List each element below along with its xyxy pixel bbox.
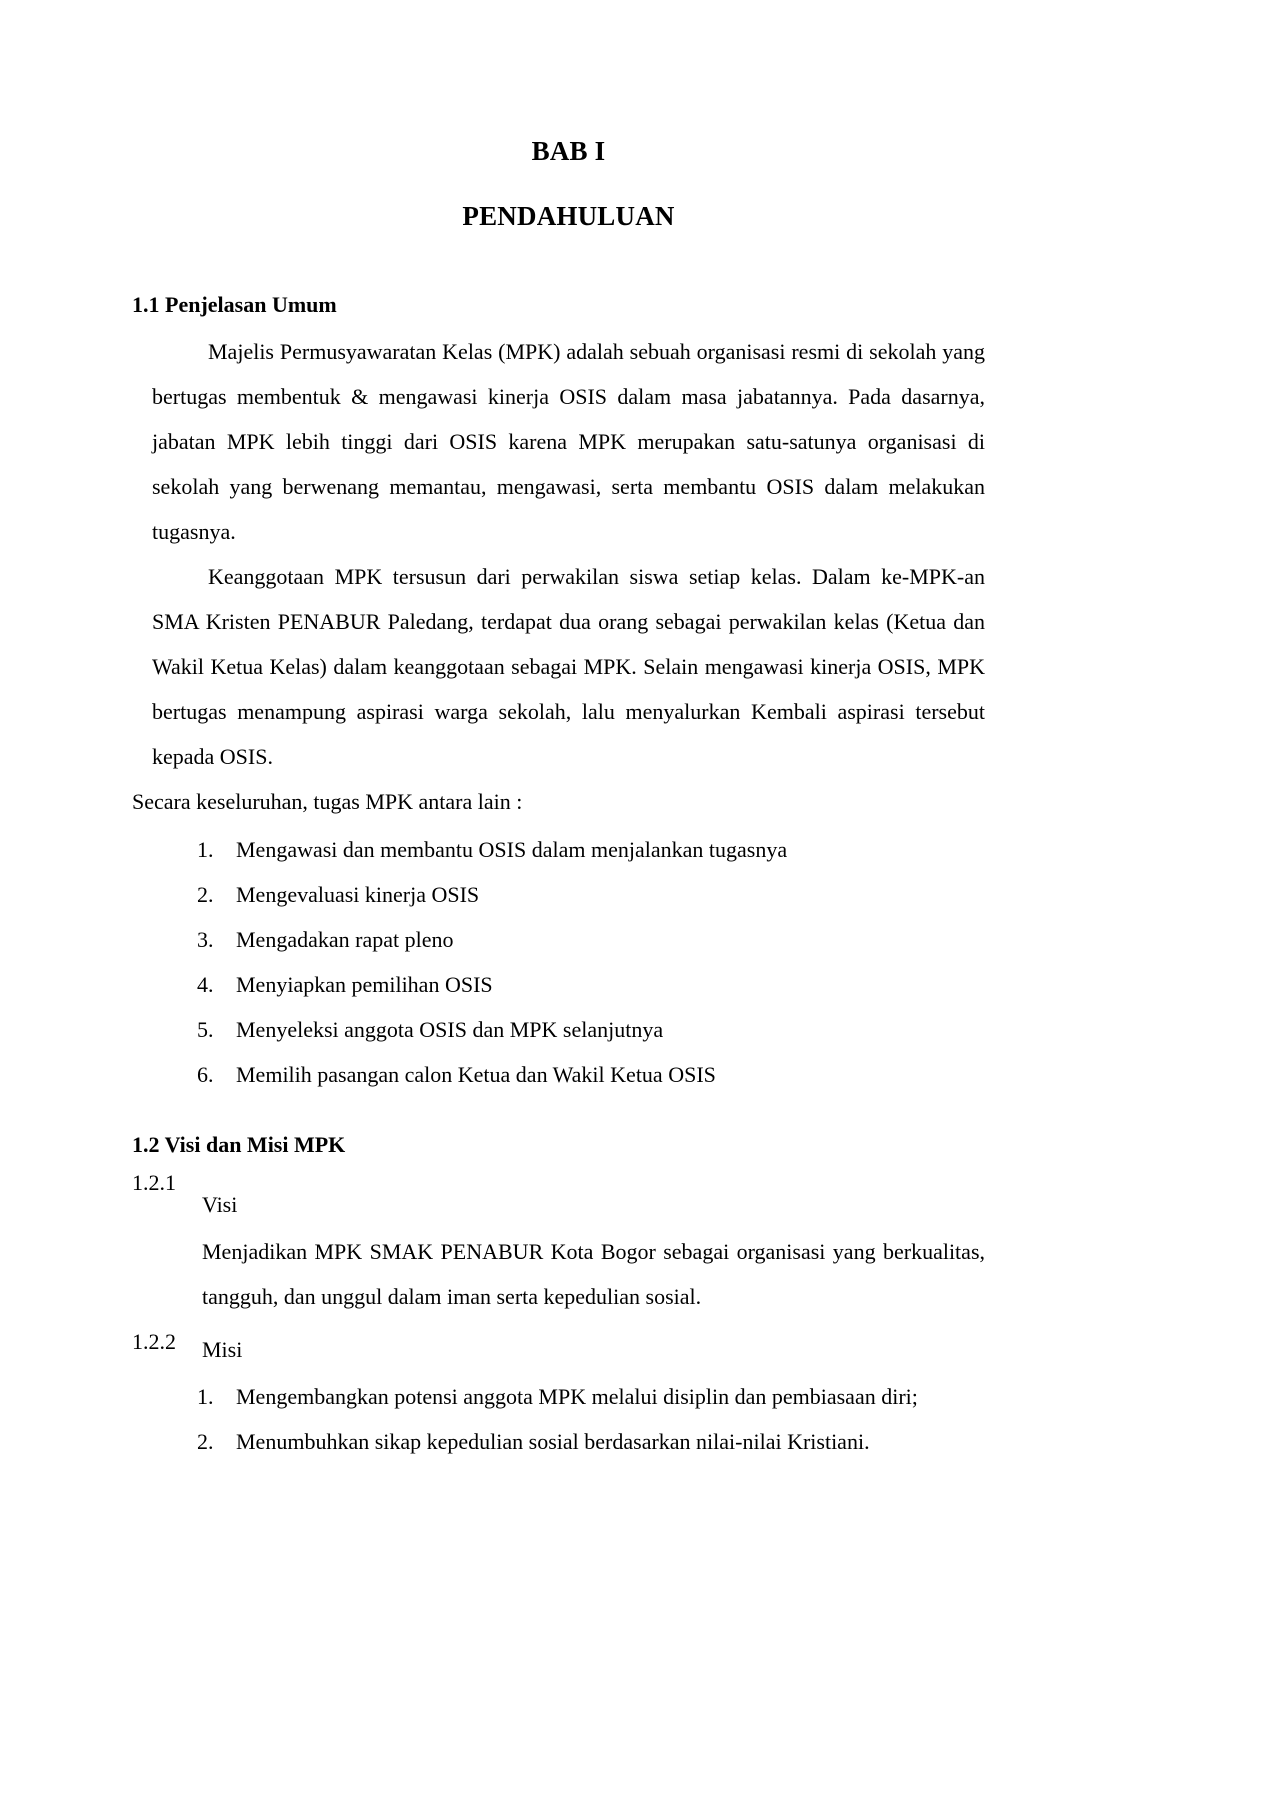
list-item-text: Mengawasi dan membantu OSIS dalam menjalankan tugasnya <box>236 837 788 863</box>
tugas-mpk-list <box>152 824 985 1097</box>
subsection-label: Misi <box>202 1336 243 1362</box>
misi-mpk-list <box>152 1372 985 1464</box>
list-item <box>152 1007 985 1052</box>
list-marker: 2. <box>197 882 214 908</box>
list-marker: 3. <box>197 927 214 953</box>
list-item <box>152 1052 985 1097</box>
subsection-visi <box>132 1160 985 1227</box>
section-heading-1-2: 1.2 Visi dan Misi MPK <box>132 1132 346 1158</box>
list-item-text: Menyeleksi anggota OSIS dan MPK selanjutnya <box>236 1017 664 1043</box>
paragraph-penjelasan-umum-1: Majelis Permusyawaratan Kelas (MPK) adalah sebuah organisasi resmi di sekolah yang bertugas membentuk & mengawasi kinerja OSIS dalam masa jabatannya. Pada dasarnya, jabatan MPK lebih tinggi dari OSIS karena MPK merupakan satu-satunya organisasi di sekolah yang berwenang memantau, mengawasi, serta membantu OSIS dalam melakukan tugasnya. <box>152 339 985 545</box>
list-item-text: Menyiapkan pemilihan OSIS <box>236 972 493 998</box>
list-item-text: Mengadakan rapat pleno <box>236 927 454 953</box>
list-marker: 6. <box>197 1062 214 1088</box>
list-item-text: Mengembangkan potensi anggota MPK melalui disiplin dan pembiasaan diri; <box>236 1383 918 1409</box>
subsection-misi <box>132 1319 985 1372</box>
list-item <box>152 917 985 962</box>
subsection-number: 1.2.2 <box>132 1328 176 1354</box>
subsection-label: Visi <box>202 1191 238 1217</box>
list-item <box>152 1374 985 1419</box>
chapter-subtitle: PENDAHULUAN <box>462 201 675 232</box>
page-content <box>132 0 985 1464</box>
list-item-text: Mengevaluasi kinerja OSIS <box>236 882 480 908</box>
list-item-text: Menumbuhkan sikap kepedulian sosial berdasarkan nilai-nilai Kristiani. <box>236 1428 870 1454</box>
subsection-number: 1.2.1 <box>132 1169 176 1195</box>
tugas-list-intro: Secara keseluruhan, tugas MPK antara lain : <box>132 789 523 815</box>
list-marker: 2. <box>197 1428 214 1454</box>
list-marker: 5. <box>197 1017 214 1043</box>
list-item <box>152 872 985 917</box>
section-heading-1-1: 1.1 Penjelasan Umum <box>132 291 337 317</box>
visi-text: Menjadikan MPK SMAK PENABUR Kota Bogor sebagai organisasi yang berkualitas, tangguh, dan unggul dalam iman serta kepedulian sosial. <box>202 1238 985 1309</box>
list-marker: 1. <box>197 1383 214 1409</box>
list-item <box>152 827 985 872</box>
list-marker: 1. <box>197 837 214 863</box>
paragraph-penjelasan-umum-2: Keanggotaan MPK tersusun dari perwakilan siswa setiap kelas. Dalam ke-MPK-an SMA Kristen PENABUR Paledang, terdapat dua orang sebagai perwakilan kelas (Ketua dan Wakil Ketua Kelas) dalam keanggotaan sebagai MPK. Selain mengawasi kinerja OSIS, MPK bertugas menampung aspirasi warga sekolah, lalu menyalurkan Kembali aspirasi tersebut kepada OSIS. <box>152 564 985 770</box>
chapter-title: BAB I <box>531 136 606 166</box>
list-item <box>152 1419 985 1464</box>
list-marker: 4. <box>197 972 214 998</box>
list-item <box>152 962 985 1007</box>
list-item-text: Memilih pasangan calon Ketua dan Wakil Ketua OSIS <box>236 1062 716 1088</box>
